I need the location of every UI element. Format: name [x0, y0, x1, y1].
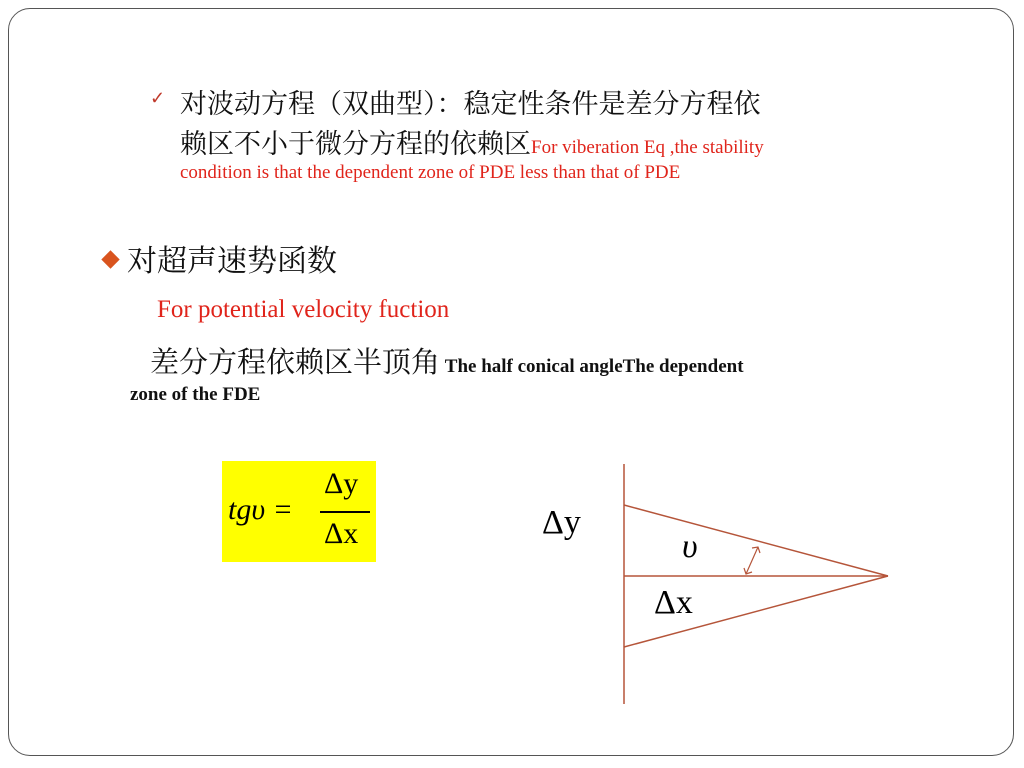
- potential-title: 对超声速势函数: [127, 244, 337, 279]
- triangle-diagram-svg: [530, 460, 910, 710]
- wave-eq-line2-zh: 赖区不小于微分方程的依赖区: [180, 129, 531, 160]
- dependence-zone-diagram: [530, 460, 910, 714]
- bullet-potential-function: [104, 236, 337, 280]
- formula-numerator: Δy: [324, 467, 359, 500]
- half-angle-en-cont: zone of the FDE: [130, 384, 261, 405]
- delta-y-label: Δy: [542, 504, 581, 541]
- formula-lhs: tgυ =: [228, 493, 293, 526]
- upper-char-line: [624, 505, 888, 576]
- half-angle-line: [150, 340, 744, 381]
- angle-arrow: [746, 547, 758, 574]
- wave-eq-line2-en: For viberation Eq ,the stability: [531, 137, 764, 158]
- tangent-formula: [222, 461, 376, 562]
- fraction-bar: [320, 511, 370, 513]
- angle-label: υ: [682, 528, 698, 565]
- wave-eq-line3-en: condition is that the dependent zone of PDE less than that of PDE: [180, 162, 681, 183]
- wave-eq-line1: 对波动方程（双曲型）：稳定性条件是差分方程依: [180, 89, 761, 120]
- half-angle-zh: 差分方程依赖区半顶角: [150, 345, 441, 379]
- formula-denominator: Δx: [324, 517, 359, 550]
- delta-x-label: Δx: [654, 584, 693, 621]
- wave-eq-line2: [180, 122, 764, 161]
- checkmark-icon: ✓: [150, 88, 166, 109]
- half-angle-en: The half conical angleThe dependent: [440, 356, 744, 377]
- diamond-bullet-icon: [101, 250, 119, 268]
- potential-subtitle-en: For potential velocity fuction: [157, 296, 450, 323]
